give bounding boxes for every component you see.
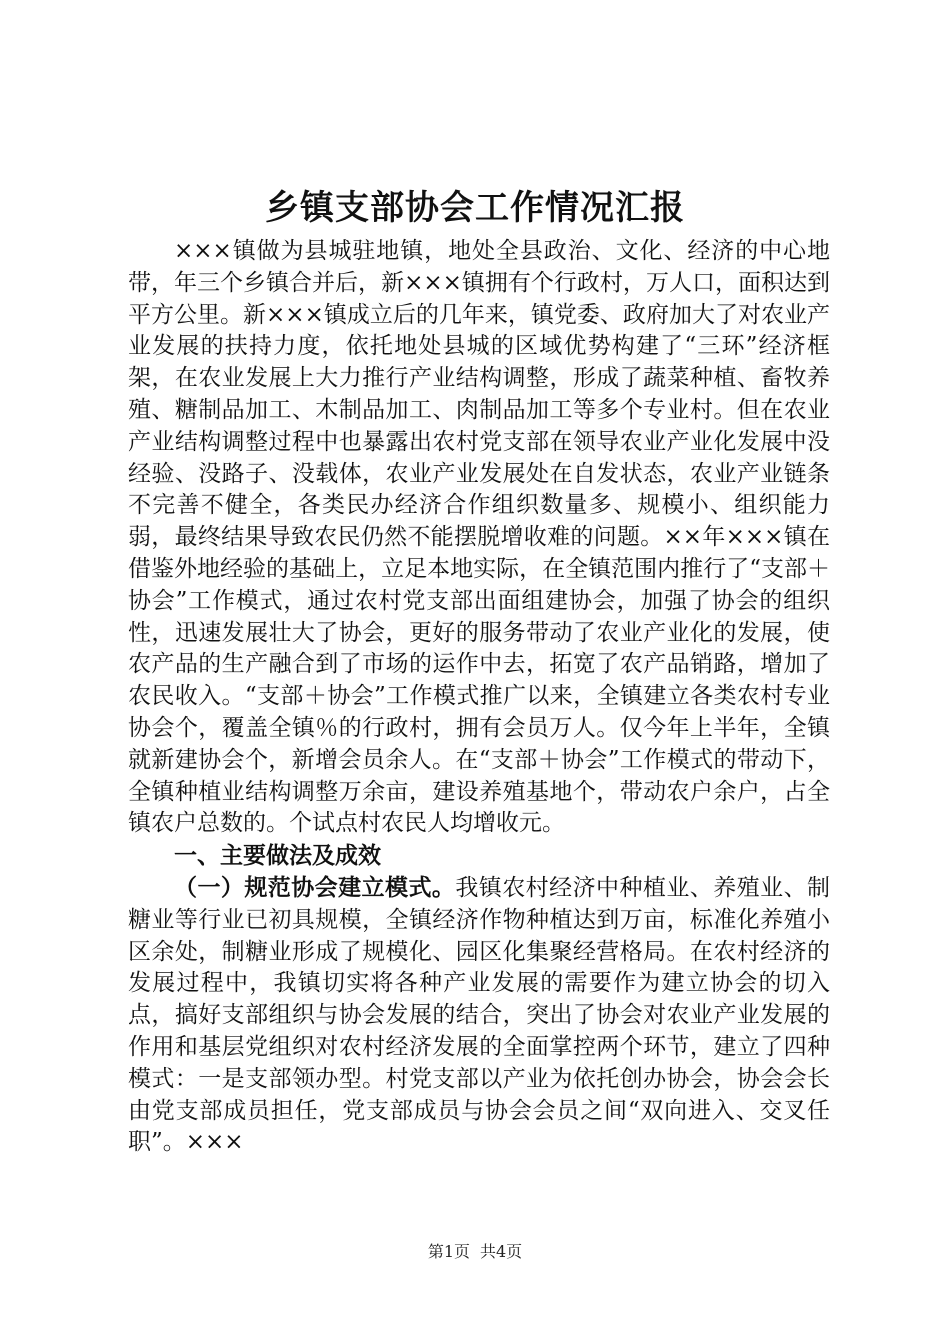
page-number-total: 共4页 — [480, 1242, 523, 1261]
page-number-current: 第1页 — [427, 1242, 470, 1261]
intro-paragraph: ×××镇做为县城驻地镇，地处全县政治、文化、经济的中心地带，年三个乡镇合并后，新×××镇拥有个行政村，万人口，面积达到平方公里。新×××镇成立后的几年来，镇党委、政府加大了对农业产业发展的扶持力度，依托地处县城的区域优势构建了“三环”经济框架，在农业发展上大力推行产业结构调整，形成了蔬菜种植、畜牧养殖、糖制品加工、木制品加工、肉制品加工等多个专业村。但在农业产业结构调整过程中也暴露出农村党支部在领导农业产业化发展中没经验、没路子、没载体，农业产业发展处在自发状态，农业产业链条不完善不健全，各类民办经济合作组织数量多、规模小、组织能力弱，最终结果导致农民仍然不能摆脱增收难的问题。××年×××镇在借鉴外地经验的基础上，立足本地实际，在全镇范围内推行了“支部＋协会”工作模式，通过农村党支部出面组建协会，加强了协会的组织性，迅速发展壮大了协会，更好的服务带动了农业产业化的发展，使农产品的生产融合到了市场的运作中去，拓宽了农产品销路，增加了农民收入。“支部＋协会”工作模式推广以来，全镇建立各类农村专业协会个，覆盖全镇％的行政村，拥有会员万人。仅今年上半年，全镇就新建协会个，新增会员余人。在“支部＋协会”工作模式的带动下，全镇种植业结构调整万余亩，建设养殖基地个，带动农户余户，占全镇农户总数的。个试点村农民人均增收元。 — [128, 238, 830, 837]
section-heading: 一、主要做法及成效 — [174, 842, 381, 870]
document-body — [128, 236, 830, 1159]
page-footer — [0, 1242, 950, 1262]
subsection-lead: （一）规范协会建立模式。 — [174, 873, 456, 901]
subsection-text: 我镇农村经济中种植业、养殖业、制糖业等行业已初具规模，全镇经济作物种植达到万亩，标准化养殖小区余处，制糖业形成了规模化、园区化集聚经营格局。在农村经济的发展过程中，我镇切实将各种产业发展的需要作为建立协会的切入点，搞好支部组织与协会发展的结合，突出了协会对农业产业发展的作用和基层党组织对农村经济发展的全面掌控两个环节，建立了四种模式：一是支部领办型。村党支部以产业为依托创办协会，协会会长由党支部成员担任，党支部成员与协会会员之间“双向进入、交叉任职”。××× — [128, 874, 831, 1156]
document-title: 乡镇支部协会工作情况汇报 — [265, 188, 685, 228]
subsection-paragraph — [128, 872, 830, 1159]
